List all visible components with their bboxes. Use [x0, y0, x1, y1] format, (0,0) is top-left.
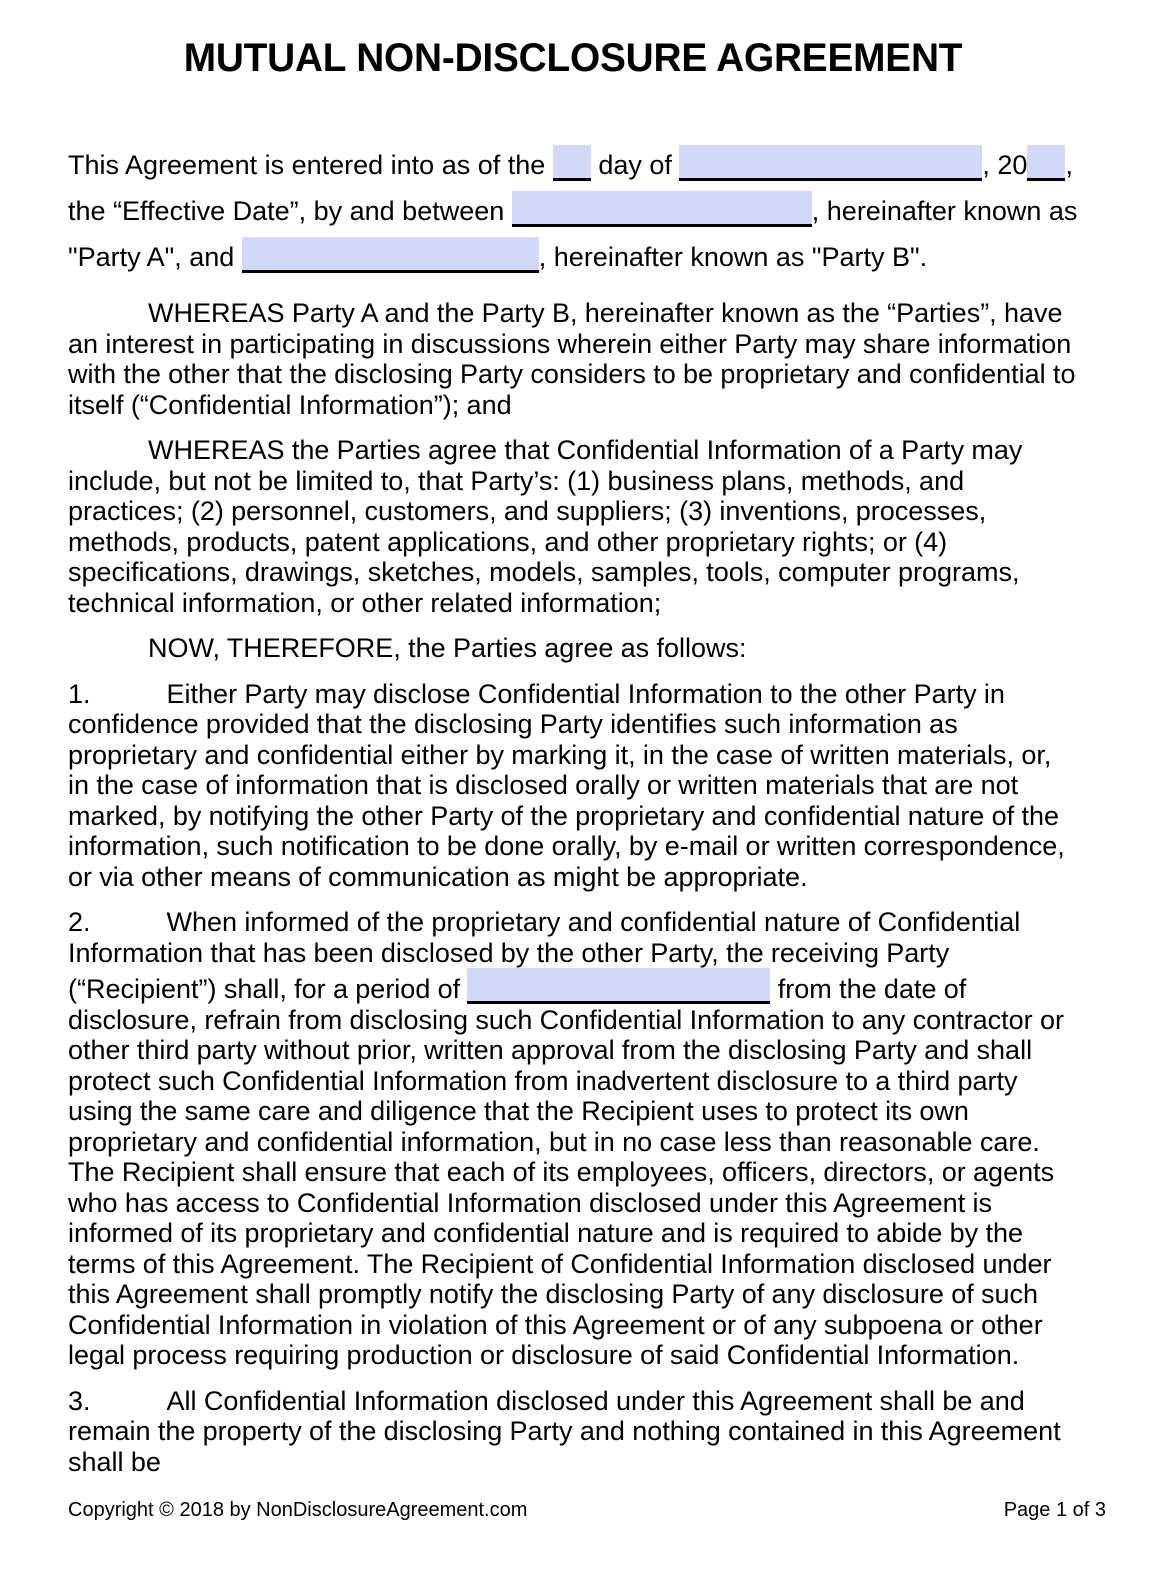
recital-whereas-1 — [68, 298, 1078, 420]
footer-page-number: Page 1 of 3 — [1003, 1499, 1106, 1521]
clause-1-number: 1. — [68, 678, 91, 709]
footer-copyright: Copyright © 2018 by NonDisclosureAgreement.com — [68, 1499, 528, 1521]
year-field[interactable] — [1027, 145, 1065, 181]
clause-2-number: 2. — [68, 907, 91, 937]
intro-line1-text-b: day of — [598, 150, 672, 180]
spacer — [68, 280, 1078, 298]
intro-line1-text-a: This Agreement is entered into as of the — [68, 150, 546, 180]
page-body — [68, 0, 1078, 1477]
clause-2-text-after: from the date of disclosure, refrain from disclosing such Confidential Information to any contractor or other third party without prior, written approval from the disclosing Party and shall protect such Confidential Information from inadvertent disclosure to a third party using the same care and diligence that the Recipient uses to protect its own proprietary and confidential information, but in no case less than reasonable care. The Recipient shall ensure that each of its employees, officers, directors, or agents who has access to Confidential Information disclosed under this Agreement is informed of its proprietary and confidential nature and is required to abide by the terms of this Agreement. The Recipient of Confidential Information disclosed under this Agreement shall promptly notify the disclosing Party of any disclosure of such Confidential Information in violation of this Agreement or of any subpoena or other legal process requiring production or disclosure of said Confidential Information. — [68, 974, 1064, 1370]
clause-1-text: Either Party may disclose Confidential Information to the other Party in confidence provided that the disclosing Party identifies such information as proprietary and confidential either by marking it, in the case of written materials, or, in the case of information that is disclosed orally or written materials that are not marked, by notifying the other Party of the proprietary and confidential nature of the information, such notification to be done orally, by e-mail or written correspondence, or via other means of communication as might be appropriate. — [68, 678, 1065, 892]
recital-whereas-1-text: WHEREAS Party A and the Party B, hereinafter known as the “Parties”, have an interest in participating in discussions wherein either Party may share information with the other that the disclosing Party considers to be proprietary and confidential to itself (“Confidential Information”); and — [68, 298, 1076, 420]
intro-block — [68, 142, 1078, 280]
clause-2-text-before: When informed of the proprietary and confidential nature of Confidential Information that has been disclosed by the other Party, the receiving Party (“Recipient”) shall, for a period of — [68, 907, 1021, 1004]
month-field[interactable] — [679, 145, 982, 181]
clause-3-number: 3. — [68, 1385, 91, 1416]
clause-1 — [68, 679, 1078, 893]
intro-line-2 — [68, 188, 1078, 234]
spacer — [68, 420, 1078, 435]
intro-line-3 — [68, 234, 1078, 280]
clause-3-text: All Confidential Information disclosed under this Agreement shall be and remain the property of the disclosing Party and nothing contained in this Agreement shall be — [68, 1385, 1061, 1477]
intro-line2-text-b: , hereinafter known as — [811, 196, 1078, 226]
recital-whereas-2 — [68, 435, 1078, 618]
spacer — [68, 1371, 1078, 1386]
spacer — [68, 664, 1078, 679]
recital-now-therefore — [68, 633, 1078, 664]
spacer — [68, 892, 1078, 907]
intro-line3-text-a: "Party A", and — [68, 242, 235, 272]
intro-line-1 — [68, 142, 1078, 188]
intro-line1-text-d: , — [1065, 150, 1073, 180]
recital-now-therefore-text: NOW, THEREFORE, the Parties agree as follows: — [148, 633, 747, 663]
intro-line3-text-b: , hereinafter known as "Party B". — [538, 242, 928, 272]
intro-line1-text-c: , 20 — [982, 150, 1028, 180]
page-title: MUTUAL NON-DISCLOSURE AGREEMENT — [183, 36, 963, 80]
spacer — [68, 618, 1078, 633]
intro-line2-text-a: the “Effective Date”, by and between — [68, 196, 505, 226]
period-field[interactable] — [467, 968, 770, 1004]
page-footer — [68, 1498, 1106, 1522]
party-a-field[interactable] — [512, 191, 812, 227]
clause-3 — [68, 1386, 1078, 1478]
party-b-field[interactable] — [242, 237, 539, 273]
recital-whereas-2-text: WHEREAS the Parties agree that Confidential Information of a Party may include, but not be limited to, that Party’s: (1) business plans, methods, and practices; (2) personnel, customers, and suppliers; (3) inventions, processes, methods, products, patent applications, and other proprietary rights; or (4) specifications, drawings, sketches, models, samples, tools, computer programs, technical information, or other related information; — [68, 435, 1023, 618]
clause-2 — [68, 907, 1078, 1371]
day-field[interactable] — [553, 145, 591, 181]
